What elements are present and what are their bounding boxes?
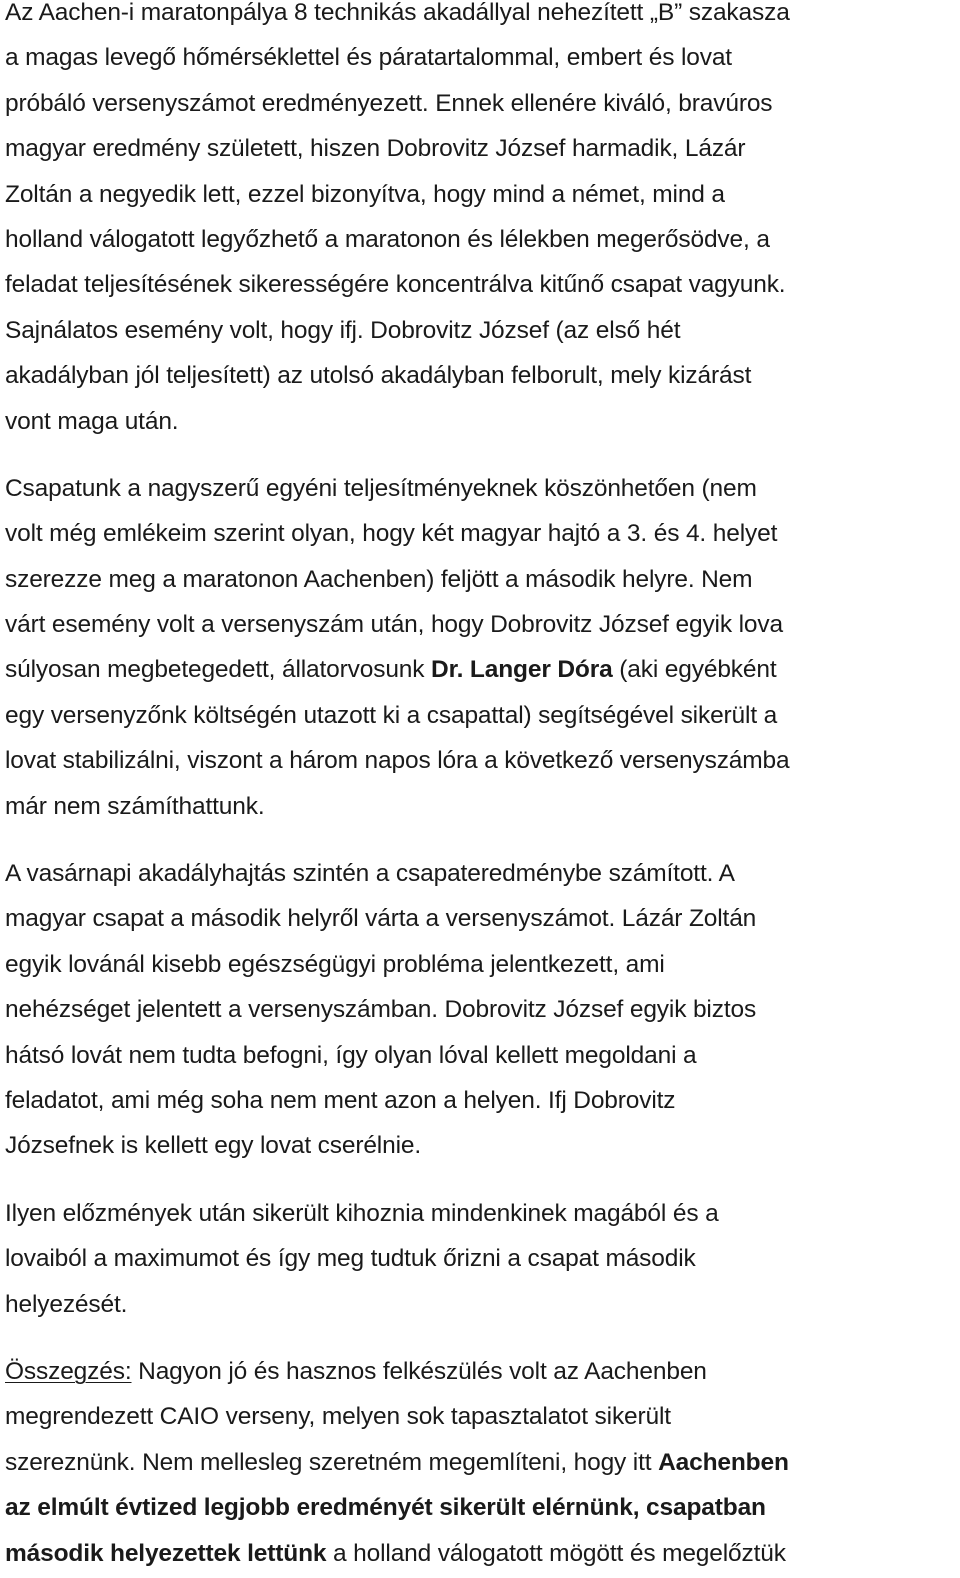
text-line	[5, 1123, 960, 1168]
text-run: A vasárnapi akadályhajtás szintén a csapateredménybe számított. A	[5, 860, 735, 888]
text-run: szerezze meg a maratonon Aachenben) feljött a második helyre. Nem	[5, 565, 753, 593]
text-run: magyar csapat a második helyről várta a versenyszámot. Lázár Zoltán	[5, 905, 757, 933]
paragraph-spacer	[5, 829, 960, 851]
text-run: várt esemény volt a versenyszám után, hogy Dobrovitz József egyik lova	[5, 611, 783, 639]
text-run: már nem számíthattunk.	[5, 792, 265, 820]
text-run: megrendezett CAIO verseny, melyen sok tapasztalatot sikerült	[5, 1403, 671, 1431]
text-line	[5, 172, 960, 217]
text-run: a holland válogatott mögött és megelőztük	[326, 1539, 786, 1567]
text-line	[5, 1485, 960, 1530]
bold-text-run: az elmúlt évtized legjobb eredményét sikerült elérnünk, csapatban	[5, 1494, 766, 1522]
text-run: helyezését.	[5, 1290, 128, 1318]
bold-text-run: második helyezettek lettünk	[5, 1539, 327, 1567]
underlined-heading-run: Összegzés:	[5, 1357, 132, 1385]
text-line	[5, 1033, 960, 1078]
text-line	[5, 738, 960, 783]
text-line	[5, 1394, 960, 1439]
text-run: egyik lovánál kisebb egészségügyi probléma jelentkezett, ami	[5, 950, 665, 978]
text-line	[5, 511, 960, 556]
paragraph-p3	[5, 851, 960, 1169]
paragraph-spacer	[5, 444, 960, 466]
text-run: Nagyon jó és hasznos felkészülés volt az Aachenben	[131, 1357, 707, 1385]
text-run: szereznünk. Nem mellesleg szeretném megemlíteni, hogy itt	[5, 1448, 659, 1476]
text-line	[5, 353, 960, 398]
text-line	[5, 896, 960, 941]
text-line	[5, 987, 960, 1032]
text-run: próbáló versenyszámot eredményezett. Ennek ellenére kiváló, bravúros	[5, 89, 773, 117]
paragraph-p1	[5, 0, 960, 444]
text-line	[5, 466, 960, 511]
text-line	[5, 784, 960, 829]
text-line	[5, 217, 960, 262]
text-line	[5, 647, 960, 692]
text-line	[5, 1282, 960, 1327]
text-line	[5, 602, 960, 647]
paragraph-spacer	[5, 1327, 960, 1349]
text-run: feladat teljesítésének sikerességére koncentrálva kitűnő csapat vagyunk.	[5, 271, 786, 299]
paragraph-p4	[5, 1191, 960, 1327]
text-line	[5, 262, 960, 307]
text-line	[5, 1236, 960, 1281]
text-run: Az Aachen-i maratonpálya 8 technikás akadállyal nehezített „B” szakasza	[5, 0, 790, 26]
bold-text-run: Dr. Langer Dóra	[431, 656, 613, 684]
text-run: egy versenyzőnk költségén utazott ki a csapattal) segítségével sikerült a	[5, 701, 778, 729]
text-run: a magas levegő hőmérséklettel és páratartalommal, embert és lovat	[5, 44, 732, 72]
text-run: volt még emlékeim szerint olyan, hogy két magyar hajtó a 3. és 4. helyet	[5, 520, 778, 548]
text-run: magyar eredmény született, hiszen Dobrovitz József harmadik, Lázár	[5, 135, 746, 163]
text-run: Zoltán a negyedik lett, ezzel bizonyítva, hogy mind a német, mind a	[5, 180, 725, 208]
text-run: hátsó lovát nem tudta befogni, így olyan lóval kellett megoldani a	[5, 1041, 697, 1069]
text-line	[5, 1078, 960, 1123]
text-run: lovaiból a maximumot és így meg tudtuk őrizni a csapat második	[5, 1245, 696, 1273]
text-line	[5, 557, 960, 602]
bold-text-run: Aachenben	[658, 1448, 789, 1476]
text-run: holland válogatott legyőzhető a maratonon és lélekben megerősödve, a	[5, 225, 770, 253]
text-line	[5, 1531, 960, 1576]
text-run: Ilyen előzmények után sikerült kihoznia mindenkinek magából és a	[5, 1199, 719, 1227]
text-run: Sajnálatos esemény volt, hogy ifj. Dobrovitz József (az első hét	[5, 316, 681, 344]
text-line	[5, 693, 960, 738]
text-run: súlyosan megbetegedett, állatorvosunk	[5, 656, 432, 684]
text-line	[5, 399, 960, 444]
text-line	[5, 81, 960, 126]
text-line	[5, 942, 960, 987]
text-run: lovat stabilizálni, viszont a három napos lóra a következő versenyszámba	[5, 747, 790, 775]
text-run: vont maga után.	[5, 407, 179, 435]
paragraph-p2	[5, 466, 960, 829]
text-line	[5, 0, 960, 35]
text-line	[5, 308, 960, 353]
text-run: (aki egyébként	[612, 656, 777, 684]
text-run: nehézséget jelentett a versenyszámban. Dobrovitz József egyik biztos	[5, 996, 757, 1024]
paragraph-spacer	[5, 1169, 960, 1191]
text-line	[5, 1349, 960, 1394]
document-page	[5, 0, 960, 1576]
text-line	[5, 126, 960, 171]
text-line	[5, 851, 960, 896]
text-line	[5, 35, 960, 80]
text-run: Józsefnek is kellett egy lovat cserélnie.	[5, 1132, 421, 1160]
text-run: feladatot, ami még soha nem ment azon a helyen. Ifj Dobrovitz	[5, 1086, 676, 1114]
text-line	[5, 1440, 960, 1485]
paragraph-p5	[5, 1349, 960, 1576]
text-line	[5, 1191, 960, 1236]
text-run: Csapatunk a nagyszerű egyéni teljesítményeknek köszönhetően (nem	[5, 474, 757, 502]
text-run: akadályban jól teljesített) az utolsó akadályban felborult, mely kizárást	[5, 362, 752, 390]
